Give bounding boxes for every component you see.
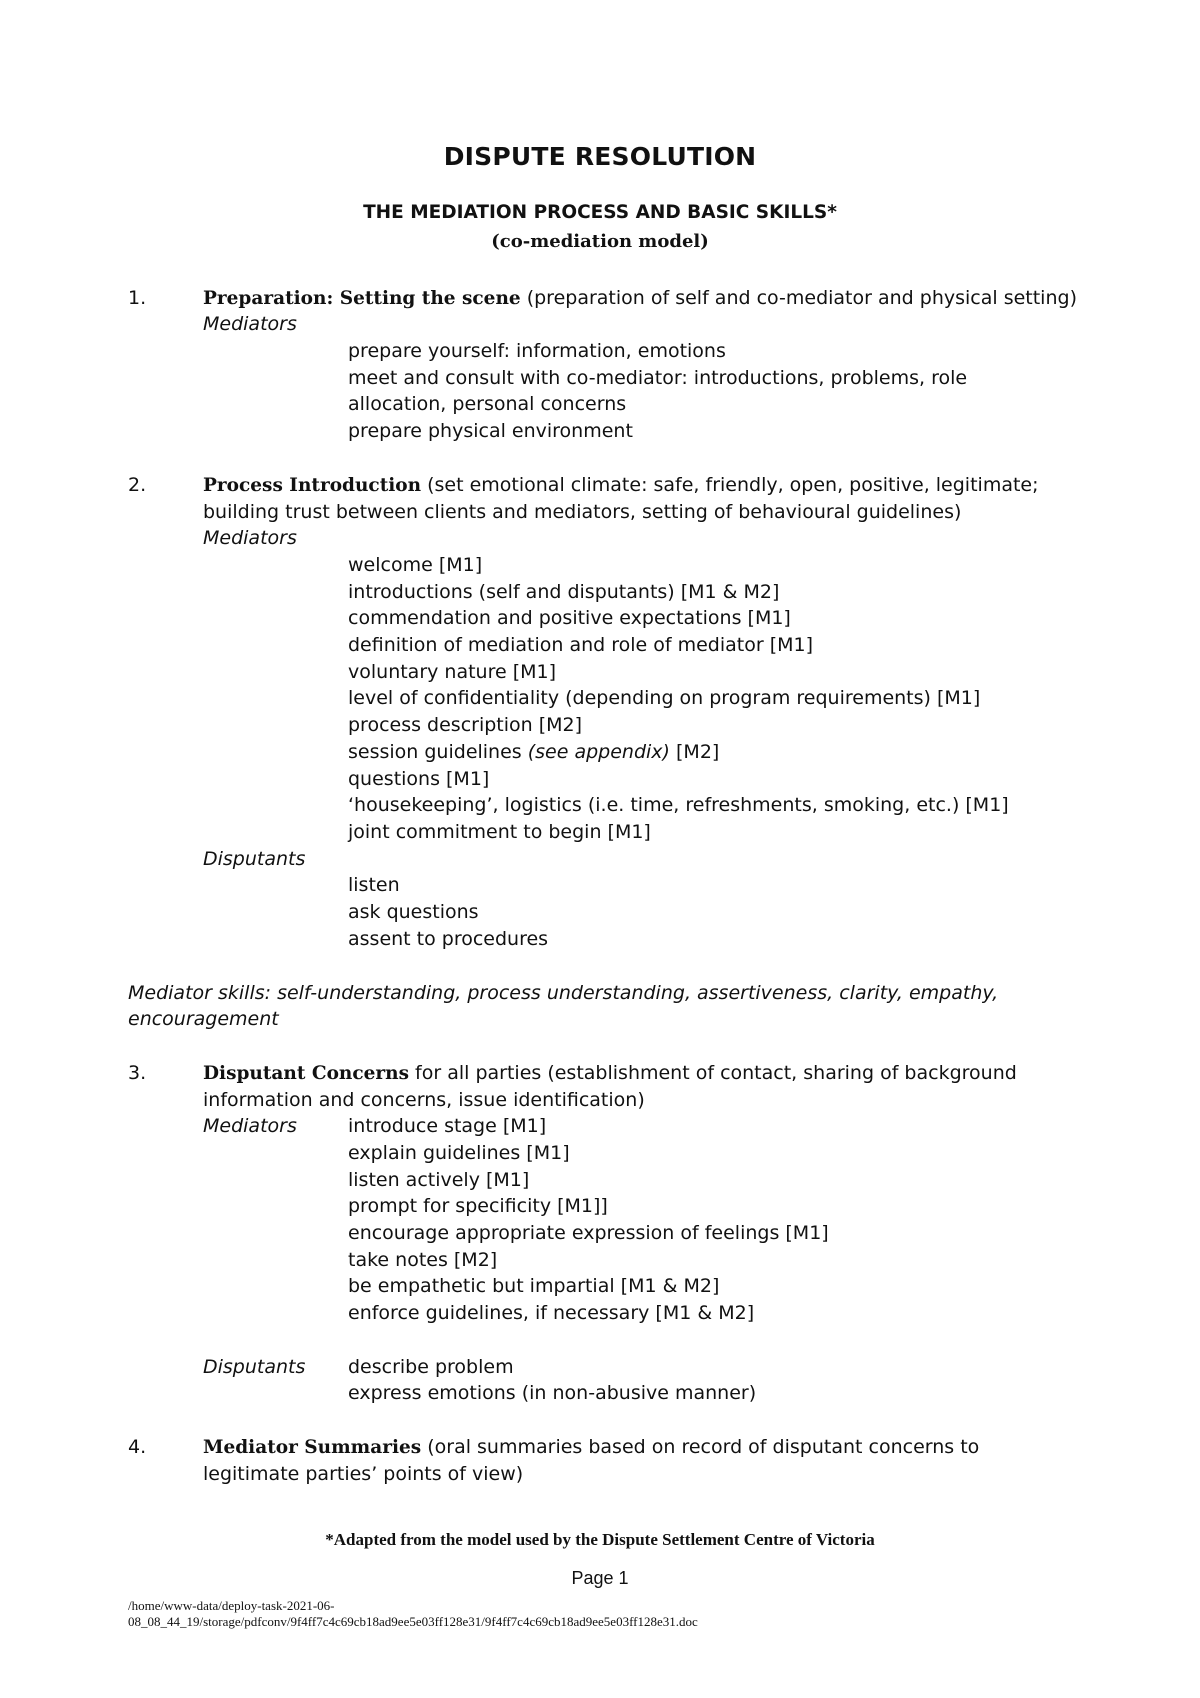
section-number: 4.: [128, 1436, 147, 1458]
section-number: 3.: [128, 1062, 147, 1084]
footnote: *Adapted from the model used by the Dispute Settlement Centre of Victoria: [325, 1530, 875, 1549]
list-item: explain guidelines [M1]: [348, 1142, 570, 1164]
list-item: assent to procedures: [348, 928, 549, 950]
file-path-cont: 08_08_44_19/storage/pdfconv/9f4ff7c4c69cb18ad9ee5e03ff128e31/9f4ff7c4c69cb18ad9ee5e03ff128e31.doc: [128, 1614, 698, 1629]
section-heading-line: [203, 472, 1039, 500]
section-description: (oral summaries based on record of disputant concerns to: [421, 1436, 980, 1458]
list-item: prepare yourself: information, emotions: [348, 340, 726, 362]
section-heading-line: [203, 285, 1077, 313]
list-item: describe problem: [348, 1356, 514, 1378]
section-number: 2.: [128, 474, 147, 496]
section-heading-line: [203, 1060, 1017, 1088]
list-item: questions [M1]: [348, 768, 490, 790]
section-heading: Disputant Concerns: [203, 1063, 410, 1084]
section-description: (preparation of self and co-mediator and physical setting): [520, 287, 1077, 309]
list-item: listen actively [M1]: [348, 1169, 530, 1191]
appendix-note: (see appendix): [527, 741, 670, 763]
section-description: for all parties (establishment of contact, sharing of background: [409, 1062, 1017, 1084]
list-item: take notes [M2]: [348, 1249, 498, 1271]
section-heading-line: [203, 1434, 979, 1462]
list-item: welcome [M1]: [348, 554, 483, 576]
mediators-label: Mediators: [203, 313, 297, 335]
list-item: prepare physical environment: [348, 420, 633, 442]
list-item: level of confidentiality (depending on program requirements) [M1]: [348, 687, 981, 709]
section-description-cont: information and concerns, issue identification): [203, 1089, 645, 1111]
list-item: process description [M2]: [348, 714, 583, 736]
mediators-label: Mediators: [203, 527, 297, 549]
section-heading: Mediator Summaries: [203, 1437, 422, 1458]
list-item: introductions (self and disputants) [M1 & M2]: [348, 581, 780, 603]
document-model-note: (co-mediation model): [491, 231, 709, 252]
list-item-text: session guidelines: [348, 741, 528, 763]
section-description-cont: building trust between clients and mediators, setting of behavioural guidelines): [203, 501, 962, 523]
list-item: meet and consult with co-mediator: introductions, problems, role: [348, 367, 968, 389]
mediators-label: Mediators: [203, 1115, 297, 1137]
list-item: be empathetic but impartial [M1 & M2]: [348, 1275, 720, 1297]
list-item: enforce guidelines, if necessary [M1 & M2]: [348, 1302, 755, 1324]
section-heading: Process Introduction: [203, 475, 422, 496]
section-heading: Preparation: Setting the scene: [203, 288, 521, 309]
document-title: DISPUTE RESOLUTION: [443, 142, 757, 171]
section-description: (set emotional climate: safe, friendly, open, positive, legitimate;: [421, 474, 1039, 496]
list-item: prompt for specificity [M1]]: [348, 1195, 608, 1217]
mediator-skills-text: Mediator skills: self-understanding, process understanding, assertiveness, clarity, empathy,: [128, 982, 999, 1004]
list-item: ask questions: [348, 901, 479, 923]
list-item: listen: [348, 874, 400, 896]
file-path: /home/www-data/deploy-task-2021-06-: [128, 1598, 335, 1613]
disputants-label: Disputants: [203, 848, 306, 870]
list-item: joint commitment to begin [M1]: [348, 821, 651, 843]
list-item: introduce stage [M1]: [348, 1115, 547, 1137]
document-subtitle: THE MEDIATION PROCESS AND BASIC SKILLS*: [363, 202, 837, 223]
mediator-skills-text-cont: encouragement: [128, 1008, 279, 1030]
disputants-label: Disputants: [203, 1356, 306, 1378]
list-item: voluntary nature [M1]: [348, 661, 557, 683]
list-item: [348, 739, 719, 766]
section-number: 1.: [128, 287, 147, 309]
list-item: ‘housekeeping’, logistics (i.e. time, refreshments, smoking, etc.) [M1]: [348, 794, 1009, 816]
list-item-tag: [M2]: [669, 741, 720, 763]
list-item: commendation and positive expectations [M1]: [348, 607, 791, 629]
list-item: encourage appropriate expression of feelings [M1]: [348, 1222, 829, 1244]
page-number: Page 1: [571, 1568, 629, 1588]
list-item: definition of mediation and role of mediator [M1]: [348, 634, 814, 656]
section-description-cont: legitimate parties’ points of view): [203, 1463, 524, 1485]
list-item: express emotions (in non-abusive manner): [348, 1382, 757, 1404]
list-item: allocation, personal concerns: [348, 393, 627, 415]
